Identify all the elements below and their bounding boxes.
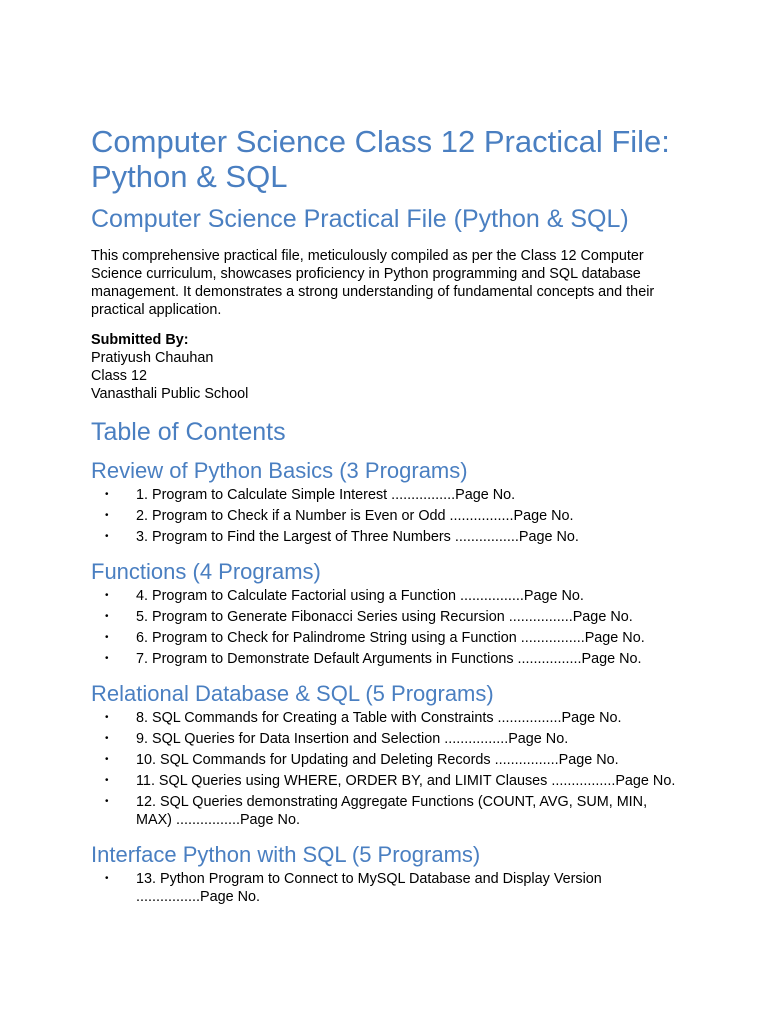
toc-item-text: 4. Program to Calculate Factorial using a Function ................Page No. [136, 588, 584, 604]
toc-section-title: Relational Database & SQL (5 Programs) [91, 681, 494, 706]
toc-item [91, 629, 676, 647]
toc-item-text: 10. SQL Commands for Updating and Deleting Records ................Page No. [136, 752, 619, 768]
toc-item-text: 3. Program to Find the Largest of Three Numbers ................Page No. [136, 529, 579, 545]
toc-item [91, 587, 676, 605]
submitter-school: Vanasthali Public School [91, 386, 249, 402]
bullet-icon: • [105, 510, 109, 521]
document-title: Computer Science Class 12 Practical File: Python & SQL [91, 124, 670, 194]
table-of-contents [91, 457, 676, 906]
toc-section-list [91, 709, 676, 829]
toc-section-list [91, 870, 676, 906]
bullet-icon: • [105, 733, 109, 744]
toc-item [91, 751, 676, 769]
toc-item-text: 8. SQL Commands for Creating a Table with Constraints ................Page No. [136, 710, 622, 726]
bullet-icon: • [105, 873, 109, 884]
toc-item [91, 507, 676, 525]
toc-section-list [91, 486, 676, 546]
toc-item-text: 13. Python Program to Connect to MySQL Database and Display Version ................Page No. [136, 871, 602, 905]
submitted-by-block [91, 331, 676, 403]
toc-item-text: 9. SQL Queries for Data Insertion and Selection ................Page No. [136, 731, 569, 747]
toc-item-text: 6. Program to Check for Palindrome String using a Function ................Page No. [136, 630, 645, 646]
toc-item [91, 709, 676, 727]
toc-item-text: 5. Program to Generate Fibonacci Series using Recursion ................Page No. [136, 609, 633, 625]
toc-section-title: Interface Python with SQL (5 Programs) [91, 842, 481, 867]
toc-section-list [91, 587, 676, 668]
toc-item-text: 7. Program to Demonstrate Default Arguments in Functions ................Page No. [136, 651, 642, 667]
document-subtitle: Computer Science Practical File (Python & SQL) [91, 205, 629, 233]
toc-title: Table of Contents [91, 418, 286, 446]
intro-paragraph: This comprehensive practical file, meticulously compiled as per the Class 12 Computer Science curriculum, showcases proficiency in Python programming and SQL database management. It demonstrates a strong understanding of fundamental concepts and their practical application. [91, 248, 655, 318]
toc-item [91, 730, 676, 748]
toc-section-title: Review of Python Basics (3 Programs) [91, 458, 468, 483]
bullet-icon: • [105, 590, 109, 601]
bullet-icon: • [105, 775, 109, 786]
bullet-icon: • [105, 796, 109, 807]
bullet-icon: • [105, 653, 109, 664]
toc-item [91, 870, 676, 906]
bullet-icon: • [105, 632, 109, 643]
toc-item [91, 608, 676, 626]
submitter-class: Class 12 [91, 368, 147, 384]
toc-item-text: 11. SQL Queries using WHERE, ORDER BY, and LIMIT Clauses ................Page No. [136, 773, 676, 789]
toc-item [91, 650, 676, 668]
toc-item [91, 793, 676, 829]
toc-item [91, 486, 676, 504]
submitter-name: Pratiyush Chauhan [91, 350, 214, 366]
bullet-icon: • [105, 611, 109, 622]
submitted-by-label: Submitted By: [91, 332, 189, 348]
toc-item-text: 1. Program to Calculate Simple Interest ................Page No. [136, 487, 516, 503]
bullet-icon: • [105, 754, 109, 765]
toc-item [91, 772, 676, 790]
toc-item-text: 2. Program to Check if a Number is Even or Odd ................Page No. [136, 508, 574, 524]
toc-section-title: Functions (4 Programs) [91, 559, 321, 584]
bullet-icon: • [105, 712, 109, 723]
bullet-icon: • [105, 489, 109, 500]
toc-item-text: 12. SQL Queries demonstrating Aggregate Functions (COUNT, AVG, SUM, MIN, MAX) ................Page No. [136, 794, 648, 828]
toc-item [91, 528, 676, 546]
bullet-icon: • [105, 531, 109, 542]
